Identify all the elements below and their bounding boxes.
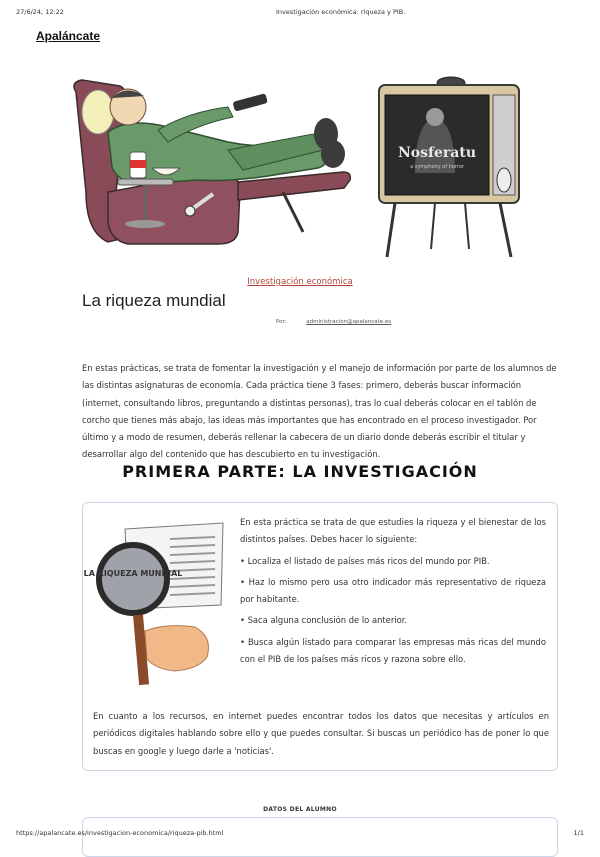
category-link[interactable]: Investigación económica [247,277,353,287]
bullet-item: • Busca algún listado para comparar las empresas más ricas del mundo con el PIB de los países más ricos y razona sobre ello. [240,636,546,665]
print-datetime: 27/6/24, 12:22 [16,8,64,16]
print-url: https://apalancate.es/investigacion-economica/riqueza-pib.html [16,829,224,837]
section-heading: PRIMERA PARTE: LA INVESTIGACIÓN [122,462,478,481]
article-title: La riqueza mundial [82,291,226,310]
student-data-heading: DATOS DEL ALUMNO [263,806,337,813]
magnifying-glass-newspaper-icon [83,519,225,687]
site-logo-link[interactable]: Apaláncate [36,29,101,43]
by-label: Por: [276,319,287,325]
tv-screen-subtitle: a symphony of horror [410,164,464,170]
lens-caption: LA RIQUEZA MUNDIAL [83,569,183,578]
bullet-item: • Saca alguna conclusión de lo anterior. [240,615,408,626]
student-data-box [82,817,558,857]
recliner-illustration [68,72,358,252]
print-doc-title: Investigación económica: riqueza y PIB. [276,8,406,16]
bullet-item: • Localiza el listado de países más ricos del mundo por PIB. [240,555,490,566]
tv-screen-title: Nosferatu [397,145,477,161]
instructions-intro: En esta práctica se trata de que estudies la riqueza y el bienestar de los distintos países. Debes hacer lo siguiente: [240,517,546,545]
tv-illustration [375,73,523,261]
print-page-number: 1/1 [573,829,584,837]
bullet-item: • Haz lo mismo pero usa otro indicador más representativo de riqueza por habitante. [240,576,546,605]
instructions [240,514,546,668]
byline [276,319,391,325]
author-email-link[interactable]: administracion@apalancate.es [306,319,392,325]
intro-paragraph: En estas prácticas, se trata de fomentar la investigación y el manejo de información por parte de los alumnos de las distintas asignaturas de economía. Cada práctica tiene 3 fases: primero, deberás buscar información (internet, consultando libros, preguntando a distintas personas), tras lo cual deberás colocar en el tablón de corcho que tienes más abajo, las ideas más importantes que has encontrado en el proceso investigador. Por último y a modo de resumen, deberás rellenar la cabecera de un diario donde deberás escribir el titular y desarrollar algo del contenido que has descubierto en tu investigación. [82,363,557,460]
investigation-box [82,502,558,771]
resources-paragraph: En cuanto a los recursos, en internet puedes encontrar todos los datos que necesitas y artículos en periódicos digitales hablando sobre ello y que puedes consultar. Si buscas un periódico has de poner lo que buscas en google y luego darle a 'noticias'. [93,711,549,756]
